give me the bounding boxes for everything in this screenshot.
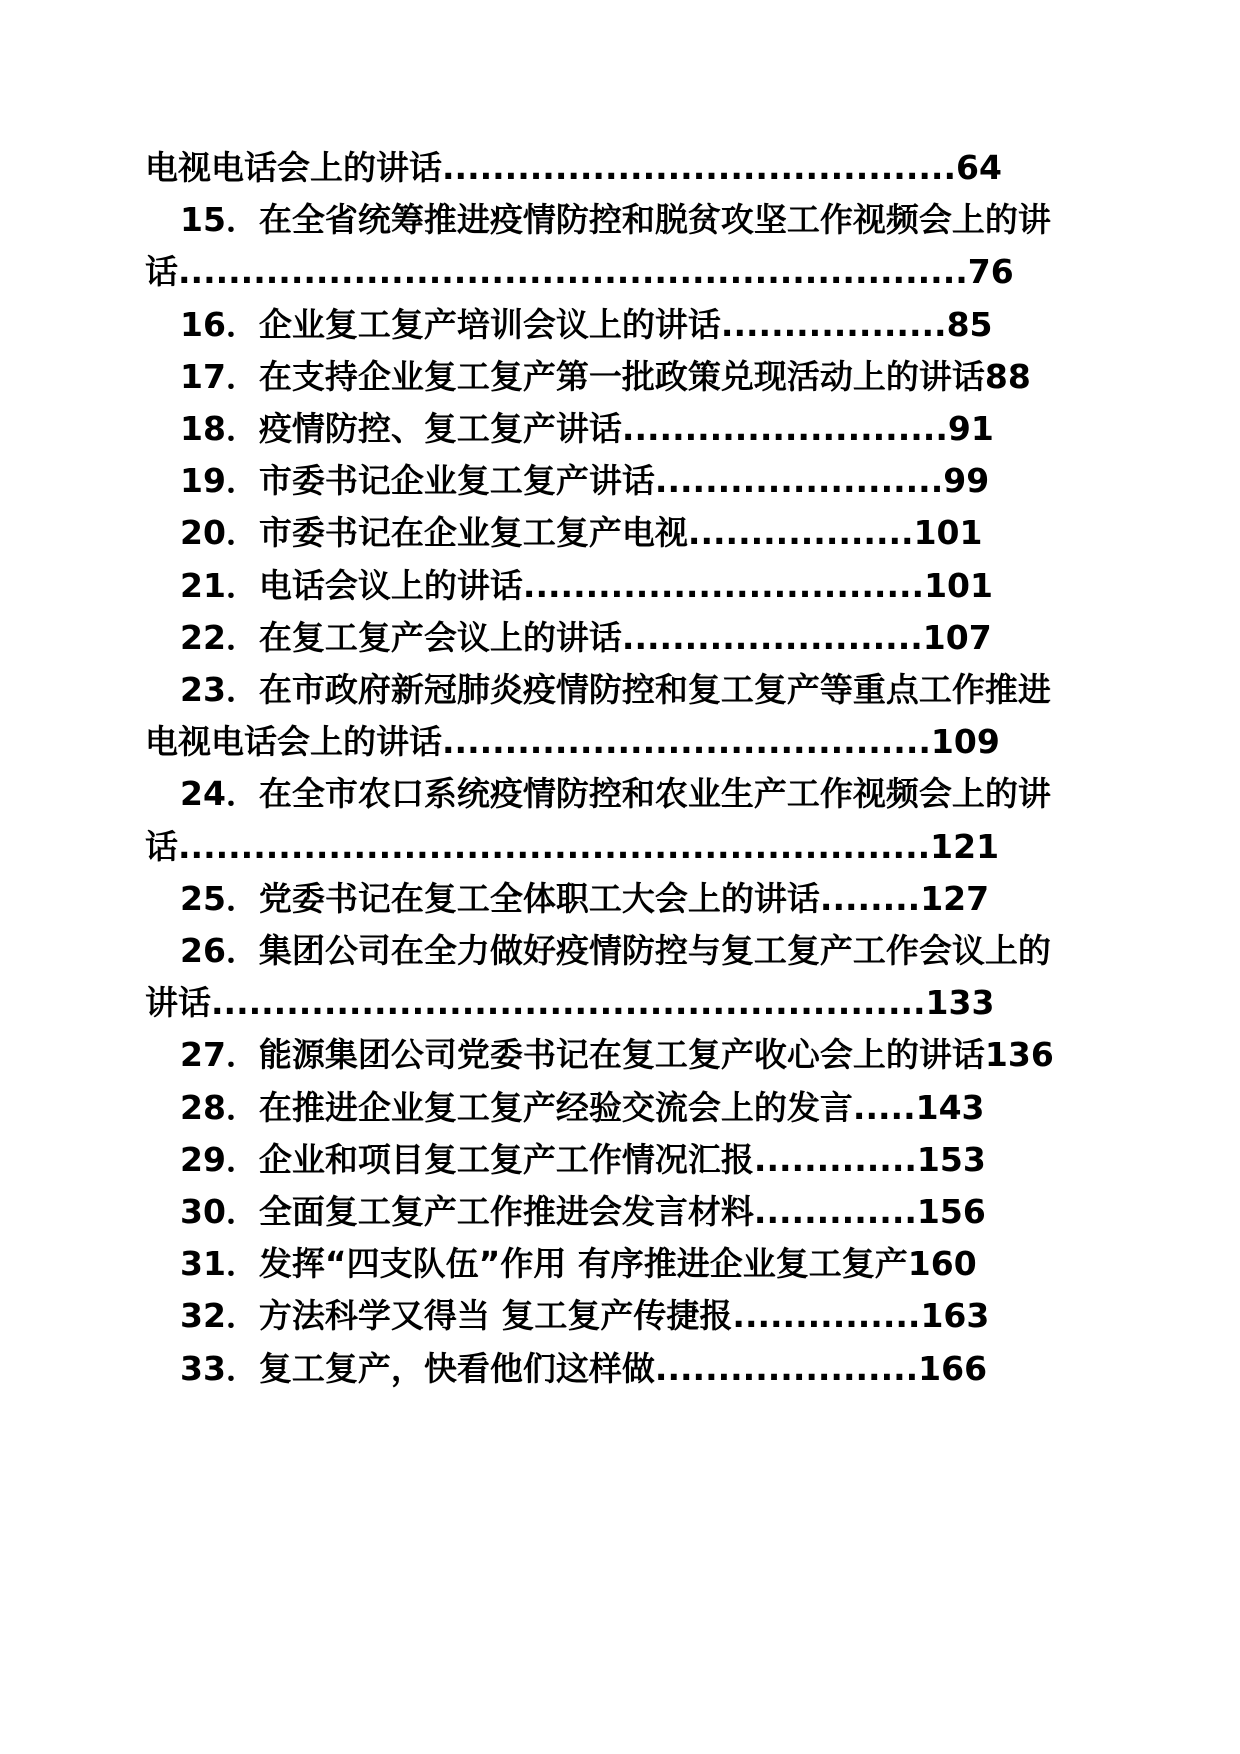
toc-entry: 29．企业和项目复工复产工作情况汇报.............153 — [180, 1140, 986, 1179]
toc-entry: 17．在支持企业复工复产第一批政策兑现活动上的讲话88 — [180, 357, 1031, 396]
toc-entry: 15．在全省统筹推进疫情防控和脱贫攻坚工作视频会上的讲 — [180, 200, 1051, 239]
toc-entry: 32．方法科学又得当 复工复产传捷报...............163 — [180, 1296, 990, 1335]
toc-entry: 28．在推进企业复工复产经验交流会上的发言.....143 — [180, 1088, 985, 1127]
toc-entry: 31．发挥“四支队伍”作用 有序推进企业复工复产160 — [180, 1244, 977, 1283]
toc-entry-continuation: 电视电话会上的讲话.........................................64 — [145, 148, 1002, 187]
toc-entry-continuation: 话............................................................121 — [145, 827, 1000, 866]
toc-entry-continuation: 电视电话会上的讲话.......................................109 — [145, 722, 1000, 761]
toc-entry: 26．集团公司在全力做好疫情防控与复工复产工作会议上的 — [180, 931, 1051, 970]
toc-entry: 18．疫情防控、复工复产讲话..........................91 — [180, 409, 994, 448]
toc-entry: 20．市委书记在企业复工复产电视..................101 — [180, 513, 983, 552]
toc-entry: 22．在复工复产会议上的讲话........................107 — [180, 618, 992, 657]
toc-entry: 16．企业复工复产培训会议上的讲话..................85 — [180, 305, 993, 344]
toc-entry: 21．电话会议上的讲话................................101 — [180, 566, 993, 605]
toc-entry: 24．在全市农口系统疫情防控和农业生产工作视频会上的讲 — [180, 774, 1051, 813]
toc-entry: 23．在市政府新冠肺炎疫情防控和复工复产等重点工作推进 — [180, 670, 1051, 709]
toc-entry-continuation: 讲话.........................................................133 — [145, 983, 995, 1022]
toc-entry: 19．市委书记企业复工复产讲话.......................99 — [180, 461, 990, 500]
toc-entry: 30．全面复工复产工作推进会发言材料.............156 — [180, 1192, 986, 1231]
toc-entry-continuation: 话...............................................................76 — [145, 252, 1014, 291]
toc-entry: 27．能源集团公司党委书记在复工复产收心会上的讲话136 — [180, 1035, 1054, 1074]
toc-entry: 25．党委书记在复工全体职工大会上的讲话........127 — [180, 879, 990, 918]
toc-entry: 33．复工复产，快看他们这样做.....................166 — [180, 1349, 988, 1388]
